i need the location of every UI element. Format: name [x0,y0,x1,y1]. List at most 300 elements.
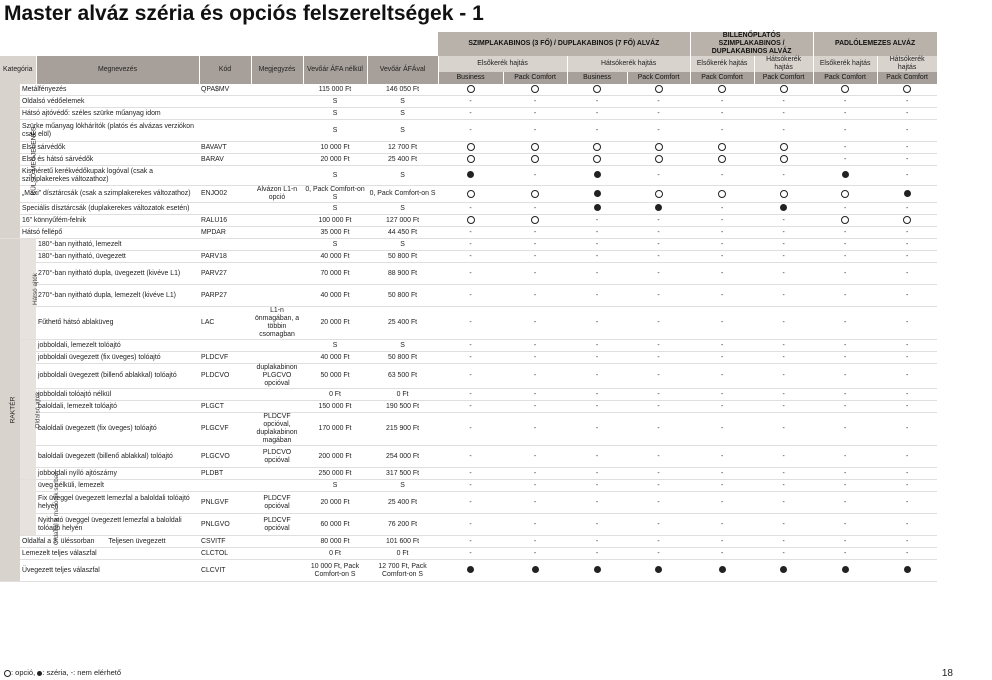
filled-circle-icon [780,566,787,573]
availability-cell: - [690,401,754,413]
item-note [251,480,303,492]
item-name-text: Szürke műanyag lökhárítók (platós és alvázas verziókon csak elöl) [22,122,194,138]
item-code [199,203,251,215]
table-row [0,142,992,154]
price-gross: 0 Ft [367,548,438,560]
price-gross: 0, Pack Comfort-on S [367,186,438,203]
item-name-text: 270°-ban nyitható dupla, lemezelt (kivéve L1) [38,291,176,299]
availability-cell: - [438,96,503,108]
open-circle-icon [841,216,849,224]
availability-cell: - [813,263,877,285]
availability-cell: - [690,239,754,251]
open-circle-icon [655,85,663,93]
availability-cell [438,215,503,227]
availability-cell: - [754,340,813,352]
item-note [251,263,303,285]
table-row [0,514,992,536]
table-row [0,108,992,120]
availability-cell: - [877,263,937,285]
page-number: 18 [941,668,953,679]
availability-cell: - [627,389,690,401]
price-net: 20 000 Ft [303,307,367,340]
item-name-text: jobboldali üvegezett (fix üveges) tolóajtó [38,353,161,361]
availability-cell [567,560,627,582]
price-gross: 12 700 Ft [367,142,438,154]
availability-cell: - [503,389,567,401]
availability-cell: - [503,263,567,285]
item-name-text: Hátsó fellépő [22,228,63,236]
availability-cell: - [754,96,813,108]
price-gross: S [367,120,438,142]
availability-cell: - [754,227,813,239]
item-note: PLDCVO opcióval [251,446,303,468]
item-name-text: Üvegezett teljes válaszfal [22,566,100,574]
item-name [36,285,199,307]
availability-cell: - [627,307,690,340]
item-code [199,239,251,251]
availability-cell [503,142,567,154]
item-note [251,285,303,307]
availability-cell: - [813,285,877,307]
table-row [0,166,992,186]
variant-header: Pack Comfort [690,72,754,84]
availability-cell [754,154,813,166]
open-circle-icon [780,190,788,198]
availability-cell [438,560,503,582]
price-net: 0 Ft [303,548,367,560]
item-name [36,352,199,364]
availability-cell: - [438,480,503,492]
availability-cell: - [877,401,937,413]
table-row [0,401,992,413]
item-code [199,480,251,492]
availability-cell: - [627,166,690,186]
table-row [0,120,992,142]
item-note: PLDCVF opcióval [251,514,303,536]
item-name-text: Kisméretű kerékvédőkupak logóval (csak a szimplakerekes változathoz) [22,167,153,183]
item-name-text: jobboldali, lemezelt tolóajtó [38,341,121,349]
availability-cell: - [877,307,937,340]
table-row [0,389,992,401]
availability-cell: - [503,446,567,468]
item-name-text: Metálfényezés [22,85,67,93]
availability-cell: - [813,548,877,560]
availability-cell: - [503,536,567,548]
availability-cell: - [438,227,503,239]
filled-circle-icon [467,566,474,573]
item-code: PNLGVF [199,492,251,514]
item-note [251,84,303,96]
item-code: PLDCVO [199,364,251,389]
availability-cell: - [567,108,627,120]
availability-cell: - [877,166,937,186]
availability-cell: - [627,285,690,307]
availability-cell: - [438,251,503,263]
open-circle-icon [467,85,475,93]
availability-cell: - [754,413,813,446]
availability-cell: - [754,548,813,560]
price-gross: S [367,480,438,492]
availability-cell: - [813,468,877,480]
subcategory-cell [20,340,42,480]
item-code: CSVITF [199,536,251,548]
availability-cell: - [813,227,877,239]
price-net: S [303,120,367,142]
item-name [20,203,199,215]
item-name-text: Első sárvédők [22,143,66,151]
availability-cell: - [438,352,503,364]
open-circle-icon [467,155,475,163]
availability-cell: - [877,108,937,120]
availability-cell [627,560,690,582]
table-row [0,285,992,307]
table-row [0,154,992,166]
table-row [0,480,992,492]
availability-cell: - [754,239,813,251]
availability-cell: - [877,154,937,166]
availability-cell: - [877,413,937,446]
availability-cell: - [567,389,627,401]
availability-cell: - [754,468,813,480]
availability-cell [438,142,503,154]
availability-cell: - [627,352,690,364]
variant-header: Pack Comfort [503,72,567,84]
availability-cell: - [813,239,877,251]
availability-cell: - [438,492,503,514]
availability-cell: - [503,166,567,186]
price-gross: 127 000 Ft [367,215,438,227]
availability-cell: - [438,108,503,120]
item-note: L1-n önmagában, a többin csomagban [251,307,303,340]
availability-cell: - [503,480,567,492]
drive-header: Elsőkerék hajtás [690,56,754,72]
availability-cell [503,215,567,227]
availability-cell: - [503,340,567,352]
availability-cell: - [503,364,567,389]
price-gross: 25 400 Ft [367,154,438,166]
availability-cell: - [813,446,877,468]
availability-cell: - [567,215,627,227]
item-name [20,142,199,154]
item-note [251,203,303,215]
availability-cell [503,154,567,166]
availability-cell [627,84,690,96]
item-code: PNLGVO [199,514,251,536]
table-row [0,340,992,352]
item-code [199,166,251,186]
availability-cell [754,560,813,582]
table-row [0,446,992,468]
availability-cell: - [627,215,690,227]
availability-cell: - [567,364,627,389]
drive-header: Hátsókerék hajtás [754,56,813,72]
availability-cell: - [567,285,627,307]
availability-cell: - [567,468,627,480]
availability-cell [567,154,627,166]
variant-header: Business [438,72,503,84]
table-row [0,548,992,560]
availability-cell: - [567,239,627,251]
legend [4,668,121,677]
open-circle-icon [531,155,539,163]
availability-cell: - [627,108,690,120]
availability-cell [754,186,813,203]
price-gross: 190 500 Ft [367,401,438,413]
price-gross: 88 900 Ft [367,263,438,285]
availability-cell: - [690,203,754,215]
open-circle-icon [780,143,788,151]
availability-cell: - [438,389,503,401]
availability-cell [438,84,503,96]
legend-option: : opció, [11,668,36,677]
item-code [199,389,251,401]
price-gross: 101 600 Ft [367,536,438,548]
availability-cell: - [690,340,754,352]
availability-cell [503,186,567,203]
availability-cell: - [627,514,690,536]
table-row [0,203,992,215]
availability-cell: - [627,340,690,352]
availability-cell [690,560,754,582]
availability-cell: - [877,285,937,307]
item-name-extra: Teljesen üvegezett [108,537,166,545]
open-circle-icon [655,143,663,151]
price-gross: 0 Ft [367,389,438,401]
variant-header: Business [567,72,627,84]
item-name [20,96,199,108]
drive-header: Elsőkerék hajtás [438,56,567,72]
price-net: 250 000 Ft [303,468,367,480]
availability-cell: - [813,413,877,446]
availability-cell: - [813,352,877,364]
availability-cell: - [567,263,627,285]
category-label: RAKTÉR [9,396,17,424]
filled-circle-icon [842,171,849,178]
item-code: RALU16 [199,215,251,227]
availability-cell: - [754,446,813,468]
item-name-text: Hátsó ajtóvédő: széles szürke műanyag idom [22,109,161,117]
item-name-text: Nyitható üveggel üvegezett lemezfal a baloldali tolóajtó helyén [38,516,182,532]
availability-cell: - [503,352,567,364]
item-name [36,251,199,263]
item-code: MPDAR [199,227,251,239]
availability-cell [877,560,937,582]
subcategory-cell [20,239,39,340]
availability-cell: - [813,514,877,536]
price-net: 60 000 Ft [303,514,367,536]
table-row [0,186,992,203]
availability-cell: - [503,239,567,251]
item-name-text: Fűthető hátsó ablaküveg [38,319,114,326]
availability-cell: - [503,514,567,536]
open-circle-icon [531,143,539,151]
availability-cell: - [813,401,877,413]
availability-cell: - [438,285,503,307]
availability-cell: - [690,215,754,227]
price-gross: 50 800 Ft [367,285,438,307]
page-title: Master alváz széria és opciós felszereltségek - 1 [4,2,484,25]
table-row [0,96,992,108]
item-name-text: jobboldali tolóajtó nélkül [38,390,112,398]
availability-cell [754,203,813,215]
availability-cell: - [627,96,690,108]
open-circle-icon [467,216,475,224]
item-note [251,468,303,480]
open-circle-icon [780,155,788,163]
price-net: 100 000 Ft [303,215,367,227]
availability-cell: - [503,285,567,307]
availability-cell: - [813,108,877,120]
availability-cell: - [567,480,627,492]
open-circle-icon [841,190,849,198]
price-net: S [303,108,367,120]
price-gross: S [367,340,438,352]
table-row [0,239,992,251]
item-note: Alvázon L1-n opció [251,186,303,203]
availability-cell: - [690,227,754,239]
availability-cell: - [813,340,877,352]
availability-cell: - [813,203,877,215]
availability-cell: - [813,389,877,401]
availability-cell: - [877,340,937,352]
item-code: PARV18 [199,251,251,263]
availability-cell [438,166,503,186]
availability-cell: - [627,468,690,480]
availability-cell: - [567,227,627,239]
availability-cell: - [754,364,813,389]
item-name-text: Oldalfal a 3. üléssorban [22,537,95,545]
availability-cell: - [567,548,627,560]
item-code: CLCVIT [199,560,251,582]
availability-cell: - [813,480,877,492]
item-note [251,215,303,227]
open-circle-icon [593,155,601,163]
availability-cell: - [627,227,690,239]
availability-cell [690,84,754,96]
availability-cell: - [690,352,754,364]
open-circle-icon [655,155,663,163]
availability-cell: - [438,514,503,536]
availability-cell: - [627,239,690,251]
availability-cell: - [754,536,813,548]
availability-cell: - [813,120,877,142]
price-net: 70 000 Ft [303,263,367,285]
open-circle-icon [903,85,911,93]
table-row [0,251,992,263]
filled-circle-icon [655,204,662,211]
availability-cell [877,186,937,203]
availability-cell: - [567,120,627,142]
availability-cell: - [690,166,754,186]
item-note [251,389,303,401]
item-name [36,239,199,251]
availability-cell: - [877,536,937,548]
category-cell [0,84,38,239]
item-name-text: 180°-ban nyitható, üvegezett [38,252,126,260]
availability-cell: - [754,307,813,340]
group-header-szimpla: SZIMPLAKABINOS (3 FŐ) / DUPLAKABINOS (7 FŐ) ALVÁZ [438,32,690,56]
availability-cell: - [567,96,627,108]
availability-cell [567,84,627,96]
availability-cell [438,154,503,166]
price-gross: S [367,108,438,120]
availability-cell: - [438,239,503,251]
availability-cell: - [627,480,690,492]
availability-cell: - [877,142,937,154]
drive-header: Hátsókerék hajtás [877,56,937,72]
availability-cell [627,142,690,154]
availability-cell: - [877,492,937,514]
item-note [251,251,303,263]
availability-cell: - [754,166,813,186]
availability-cell: - [627,536,690,548]
availability-cell: - [438,120,503,142]
item-name-text: Speciális dísztárcsák (duplakerekes változatok esetén) [22,204,190,212]
filled-circle-icon [904,566,911,573]
filled-circle-icon [780,204,787,211]
item-name [36,446,199,468]
price-gross: 63 500 Ft [367,364,438,389]
price-gross: S [367,96,438,108]
open-circle-icon [841,85,849,93]
price-net: S [303,203,367,215]
price-gross: 317 500 Ft [367,468,438,480]
availability-cell: - [438,307,503,340]
item-name [20,186,199,203]
availability-cell: - [627,492,690,514]
item-code [199,120,251,142]
availability-cell [754,84,813,96]
availability-cell [754,142,813,154]
availability-cell: - [877,352,937,364]
open-circle-icon [4,670,11,677]
availability-cell [503,560,567,582]
availability-cell: - [503,548,567,560]
price-net: 40 000 Ft [303,251,367,263]
price-net: 170 000 Ft [303,413,367,446]
price-gross: 25 400 Ft [367,307,438,340]
availability-cell: - [690,480,754,492]
item-note [251,96,303,108]
item-name [20,108,199,120]
availability-cell [690,186,754,203]
item-name [20,560,199,582]
availability-cell [627,154,690,166]
price-gross: S [367,203,438,215]
price-net: S [303,239,367,251]
column-header-name: Megnevezés [36,56,199,84]
price-net: S [303,96,367,108]
availability-cell: - [627,120,690,142]
table-row [0,536,992,548]
item-name-text: baloldali, lemezelt tolóajtó [38,402,117,410]
item-name-text: baloldali üvegezett (fix üveges) tolóajtó [38,425,157,432]
filled-circle-icon [594,171,601,178]
availability-cell [567,186,627,203]
filled-circle-icon [904,190,911,197]
availability-cell: - [438,263,503,285]
item-name-text: jobboldali nyíló ajtószárny [38,469,117,477]
subcategory-label: Oldalfal a második sorban [52,470,60,545]
availability-cell: - [627,401,690,413]
item-name [36,401,199,413]
item-name-text: 270°-ban nyitható dupla, üvegezett (kivéve L1) [38,269,181,277]
item-name-text: jobboldali üvegezett (billenő ablakkal) tolóajtó [38,372,177,379]
item-note [251,142,303,154]
price-gross: 146 050 Ft [367,84,438,96]
item-name-text: 16” könnyűfém-felnik [22,216,86,224]
item-name [20,548,199,560]
